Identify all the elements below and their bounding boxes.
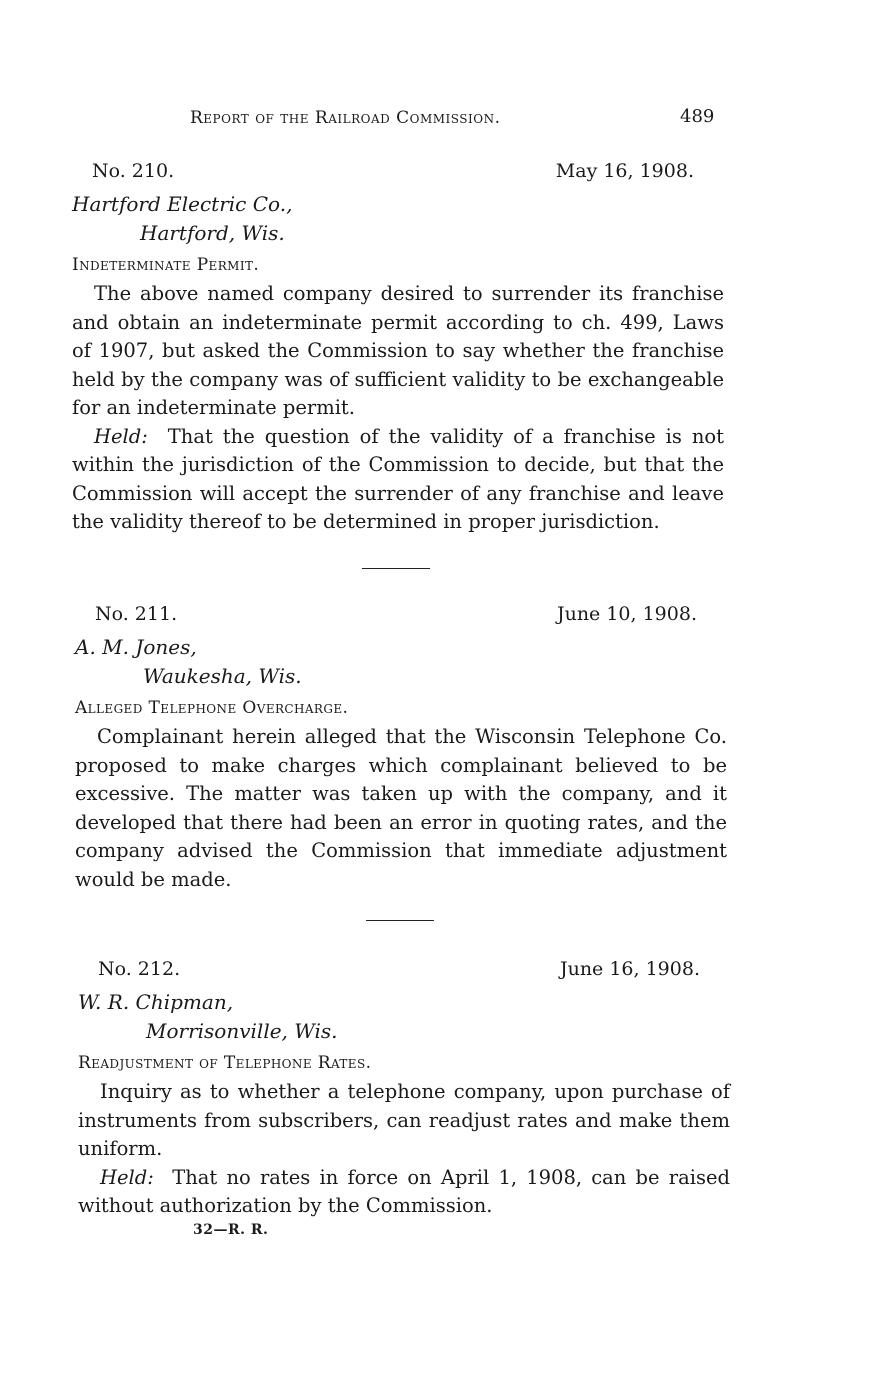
case-heading — [78, 958, 730, 988]
party-name: A. M. Jones, — [75, 635, 197, 659]
case-subject: Alleged Telephone Overcharge. — [75, 698, 349, 718]
case-date: June 16, 1908. — [559, 958, 700, 980]
case-holding — [78, 1164, 730, 1221]
case-210 — [72, 160, 724, 537]
party-name: Hartford Electric Co., — [72, 192, 293, 216]
party-place: Waukesha, Wis. — [143, 664, 302, 688]
page-number: 489 — [680, 106, 715, 127]
held-text: That no rates in force on April 1, 1908, can be raised without authorization by the Commission. — [78, 1165, 730, 1217]
running-head: Report of the Railroad Commission. — [190, 108, 501, 128]
section-divider — [362, 568, 430, 569]
case-number: No. 210. — [92, 160, 175, 182]
case-212 — [78, 958, 730, 1221]
case-holding — [72, 423, 724, 537]
case-heading — [72, 160, 724, 190]
party-place: Hartford, Wis. — [140, 221, 285, 245]
case-211 — [75, 603, 727, 894]
case-number: No. 212. — [98, 958, 181, 980]
held-label: Held: — [94, 424, 148, 448]
held-label: Held: — [100, 1165, 154, 1189]
case-subject: Readjustment of Telephone Rates. — [78, 1053, 372, 1073]
case-number: No. 211. — [95, 603, 178, 625]
section-divider — [366, 920, 434, 921]
case-subject: Indeterminate Permit. — [72, 255, 260, 275]
case-body: Inquiry as to whether a telephone company, upon purchase of instruments from subscribers, can readjust rates and make them uniform. — [78, 1080, 730, 1160]
case-date: May 16, 1908. — [555, 160, 694, 182]
case-body: The above named company desired to surrender its franchise and obtain an indeterminate permit according to ch. 499, Laws of 1907, but asked the Commission to say whether the franchise held by the company was of sufficient validity to be exchangeable for an indeterminate permit. — [72, 282, 724, 419]
party-name: W. R. Chipman, — [78, 990, 234, 1014]
party-place: Morrisonville, Wis. — [146, 1019, 338, 1043]
case-heading — [75, 603, 727, 633]
case-date: June 10, 1908. — [556, 603, 697, 625]
case-body: Complainant herein alleged that the Wisconsin Telephone Co. proposed to make charges which complainant believed to be excessive. The matter was taken up with the company, and it developed that there had been an error in quoting rates, and the company advised the Commission that immediate adjustment would be made. — [75, 725, 727, 891]
held-text: That the question of the validity of a franchise is not within the jurisdiction of the Commission to decide, but that the Commission will accept the surrender of any franchise and leave the validity thereof to be determined in proper jurisdiction. — [72, 424, 724, 533]
signature-mark: 32—R. R. — [193, 1222, 269, 1238]
